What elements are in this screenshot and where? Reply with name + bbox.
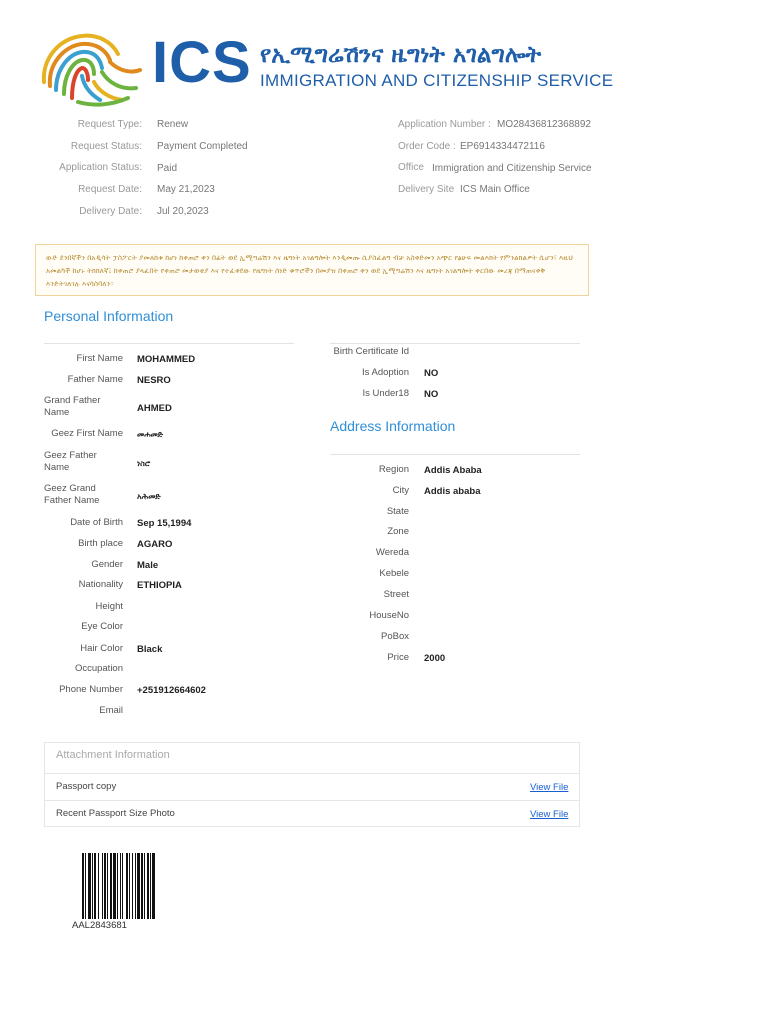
barcode-icon (82, 853, 174, 919)
price-value: 2000 (424, 653, 446, 664)
logo-text: ICS (152, 30, 252, 95)
address-info-title: Address Information (330, 418, 456, 434)
barcode-bar (92, 853, 93, 919)
barcode-bar (126, 853, 128, 919)
birth-place-value: AGARO (137, 539, 173, 550)
barcode-bar (110, 853, 112, 919)
order-code-label: Order Code : (398, 141, 456, 152)
region-value: Addis Ababa (424, 465, 482, 476)
hair-color-label: Hair Color (80, 643, 123, 654)
house-no-label: HouseNo (369, 610, 409, 621)
barcode-bar (82, 853, 84, 919)
city-label: City (392, 485, 409, 496)
barcode-bar (122, 853, 123, 919)
request-date-label: Request Date: (78, 184, 142, 195)
state-label: State (386, 506, 409, 517)
fingerprint-map-icon (38, 28, 144, 108)
kebele-label: Kebele (379, 568, 409, 579)
is-under18-label: Is Under18 (362, 388, 409, 399)
gender-value: Male (137, 560, 159, 571)
city-value: Addis ababa (424, 486, 481, 497)
barcode-bar (102, 853, 103, 919)
order-code-value: EP6914334472116 (460, 141, 545, 152)
office-value: Immigration and Citizenship Service (432, 163, 592, 174)
english-title: IMMIGRATION AND CITIZENSHIP SERVICE (260, 71, 614, 90)
attachment-name-photo: Recent Passport Size Photo (56, 808, 175, 819)
date-of-birth-label: Date of Birth (70, 517, 123, 528)
nationality-label: Nationality (78, 579, 123, 590)
barcode-bar (135, 853, 136, 919)
application-status-value: Paid (157, 163, 178, 174)
eye-color-label: Eye Color (81, 621, 123, 632)
wereda-label: Wereda (375, 547, 409, 558)
notice-banner: ውድ ደንበኛችን በአዲሳት ፓስፖርት ያመለከቱ ከሆነ ከቀጠሮ ቀን በፊት ወደ ኢሚግሬሽን እና ዜግነት አገልግሎት እንዲመጡ ሲያስፈልግ ብቻ አስቀድመን አጭር የፅሁፍ መልእክት የምንልክልዎት ሲሆን፣ እዚህ አመልካች ከሆኑ ትክክለኛ፤ ከቀጠሮ ያላፈበት የቀጠሮ መታወቂያ እና የተፈቀደው የዜግነት ሰነድ ቁጥሮችን በመያዝ በቀጠሮ ቀን ወደ ኢሚግሬሽን እና ዜግነት አገልግሎት ቀርበው መረጃ በማጠናቀቅ እንድትገለገሉ እናሳስባለን። (35, 244, 589, 296)
request-date-value: May 21,2023 (157, 184, 215, 195)
barcode-bar (147, 853, 149, 919)
office-label: Office (398, 162, 424, 173)
birth-place-label: Birth place (78, 538, 123, 549)
street-label: Street (383, 589, 409, 600)
request-type-value: Renew (157, 119, 189, 130)
hair-color-value: Black (137, 644, 163, 655)
barcode-bar (141, 853, 143, 919)
delivery-date-label: Delivery Date: (79, 206, 142, 217)
grand-father-name-value: AHMED (137, 403, 172, 414)
application-number-value: MO28436812368892 (497, 119, 591, 130)
geez-father-name-label: Geez Father Name (44, 450, 97, 473)
nationality-value: ETHIOPIA (137, 580, 182, 591)
delivery-site-value: ICS Main Office (460, 184, 530, 195)
request-status-value: Payment Completed (157, 141, 248, 152)
occupation-label: Occupation (74, 663, 123, 674)
barcode-bar (85, 853, 86, 919)
delivery-date-value: Jul 20,2023 (157, 206, 209, 217)
is-adoption-value: NO (424, 368, 439, 379)
po-box-label: PoBox (381, 631, 409, 642)
barcode-bar (104, 853, 106, 919)
father-name-value: NESRO (137, 375, 171, 386)
is-adoption-label: Is Adoption (361, 367, 409, 378)
request-status-label: Request Status: (70, 141, 142, 152)
geez-grand-father-name-label: Geez Grand Father Name (44, 483, 100, 506)
attachment-row (44, 773, 580, 800)
is-under18-value: NO (424, 389, 439, 400)
barcode-bar (107, 853, 108, 919)
phone-number-value: +251912664602 (137, 685, 206, 696)
email-label: Email (99, 705, 123, 716)
first-name-value: MOHAMMED (137, 354, 196, 365)
barcode-bar (132, 853, 133, 919)
barcode-bar (98, 853, 99, 919)
barcode-bar (150, 853, 151, 919)
barcode-number: AAL2843681 (72, 920, 127, 931)
amharic-title: የኢሚግሬሽንና ዜግነት አገልግሎት (260, 42, 542, 68)
barcode-bar (144, 853, 145, 919)
father-name-label: Father Name (67, 374, 123, 385)
barcode-bar (88, 853, 91, 919)
personal-divider (44, 343, 294, 344)
price-label: Price (387, 652, 409, 663)
geez-first-name-label: Geez First Name (51, 428, 123, 439)
birth-certificate-id-label: Birth Certificate Id (333, 346, 409, 357)
region-label: Region (378, 464, 409, 475)
barcode-bar (120, 853, 121, 919)
barcode-bar (94, 853, 96, 919)
request-type-label: Request Type: (77, 119, 142, 130)
geez-first-name-value: መሐመድ (137, 430, 164, 439)
delivery-site-label: Delivery Site (398, 184, 455, 195)
first-name-label: First Name (76, 353, 123, 364)
date-of-birth-value: Sep 15,1994 (137, 518, 192, 529)
barcode-bar (129, 853, 130, 919)
attachment-info-title: Attachment Information (56, 749, 170, 761)
phone-number-label: Phone Number (59, 684, 123, 695)
zone-label: Zone (387, 526, 409, 537)
view-file-link-photo[interactable]: View File (530, 809, 569, 820)
geez-grand-father-name-value: አሕመድ (137, 492, 161, 501)
address-divider (330, 454, 580, 455)
application-number-label: Application Number : (398, 119, 491, 130)
attachment-name-passport-copy: Passport copy (56, 781, 117, 792)
extra-divider (330, 343, 580, 344)
barcode-bar (113, 853, 116, 919)
view-file-link-passport-copy[interactable]: View File (530, 782, 569, 793)
barcode-bar (152, 853, 155, 919)
barcode-bar (117, 853, 118, 919)
personal-info-title: Personal Information (44, 308, 174, 324)
gender-label: Gender (91, 559, 123, 570)
barcode-bar (137, 853, 140, 919)
grand-father-name-label: Grand Father Name (44, 395, 101, 418)
geez-father-name-value: ነስሮ (137, 459, 151, 468)
height-label: Height (95, 601, 123, 612)
application-status-label: Application Status: (59, 162, 142, 173)
